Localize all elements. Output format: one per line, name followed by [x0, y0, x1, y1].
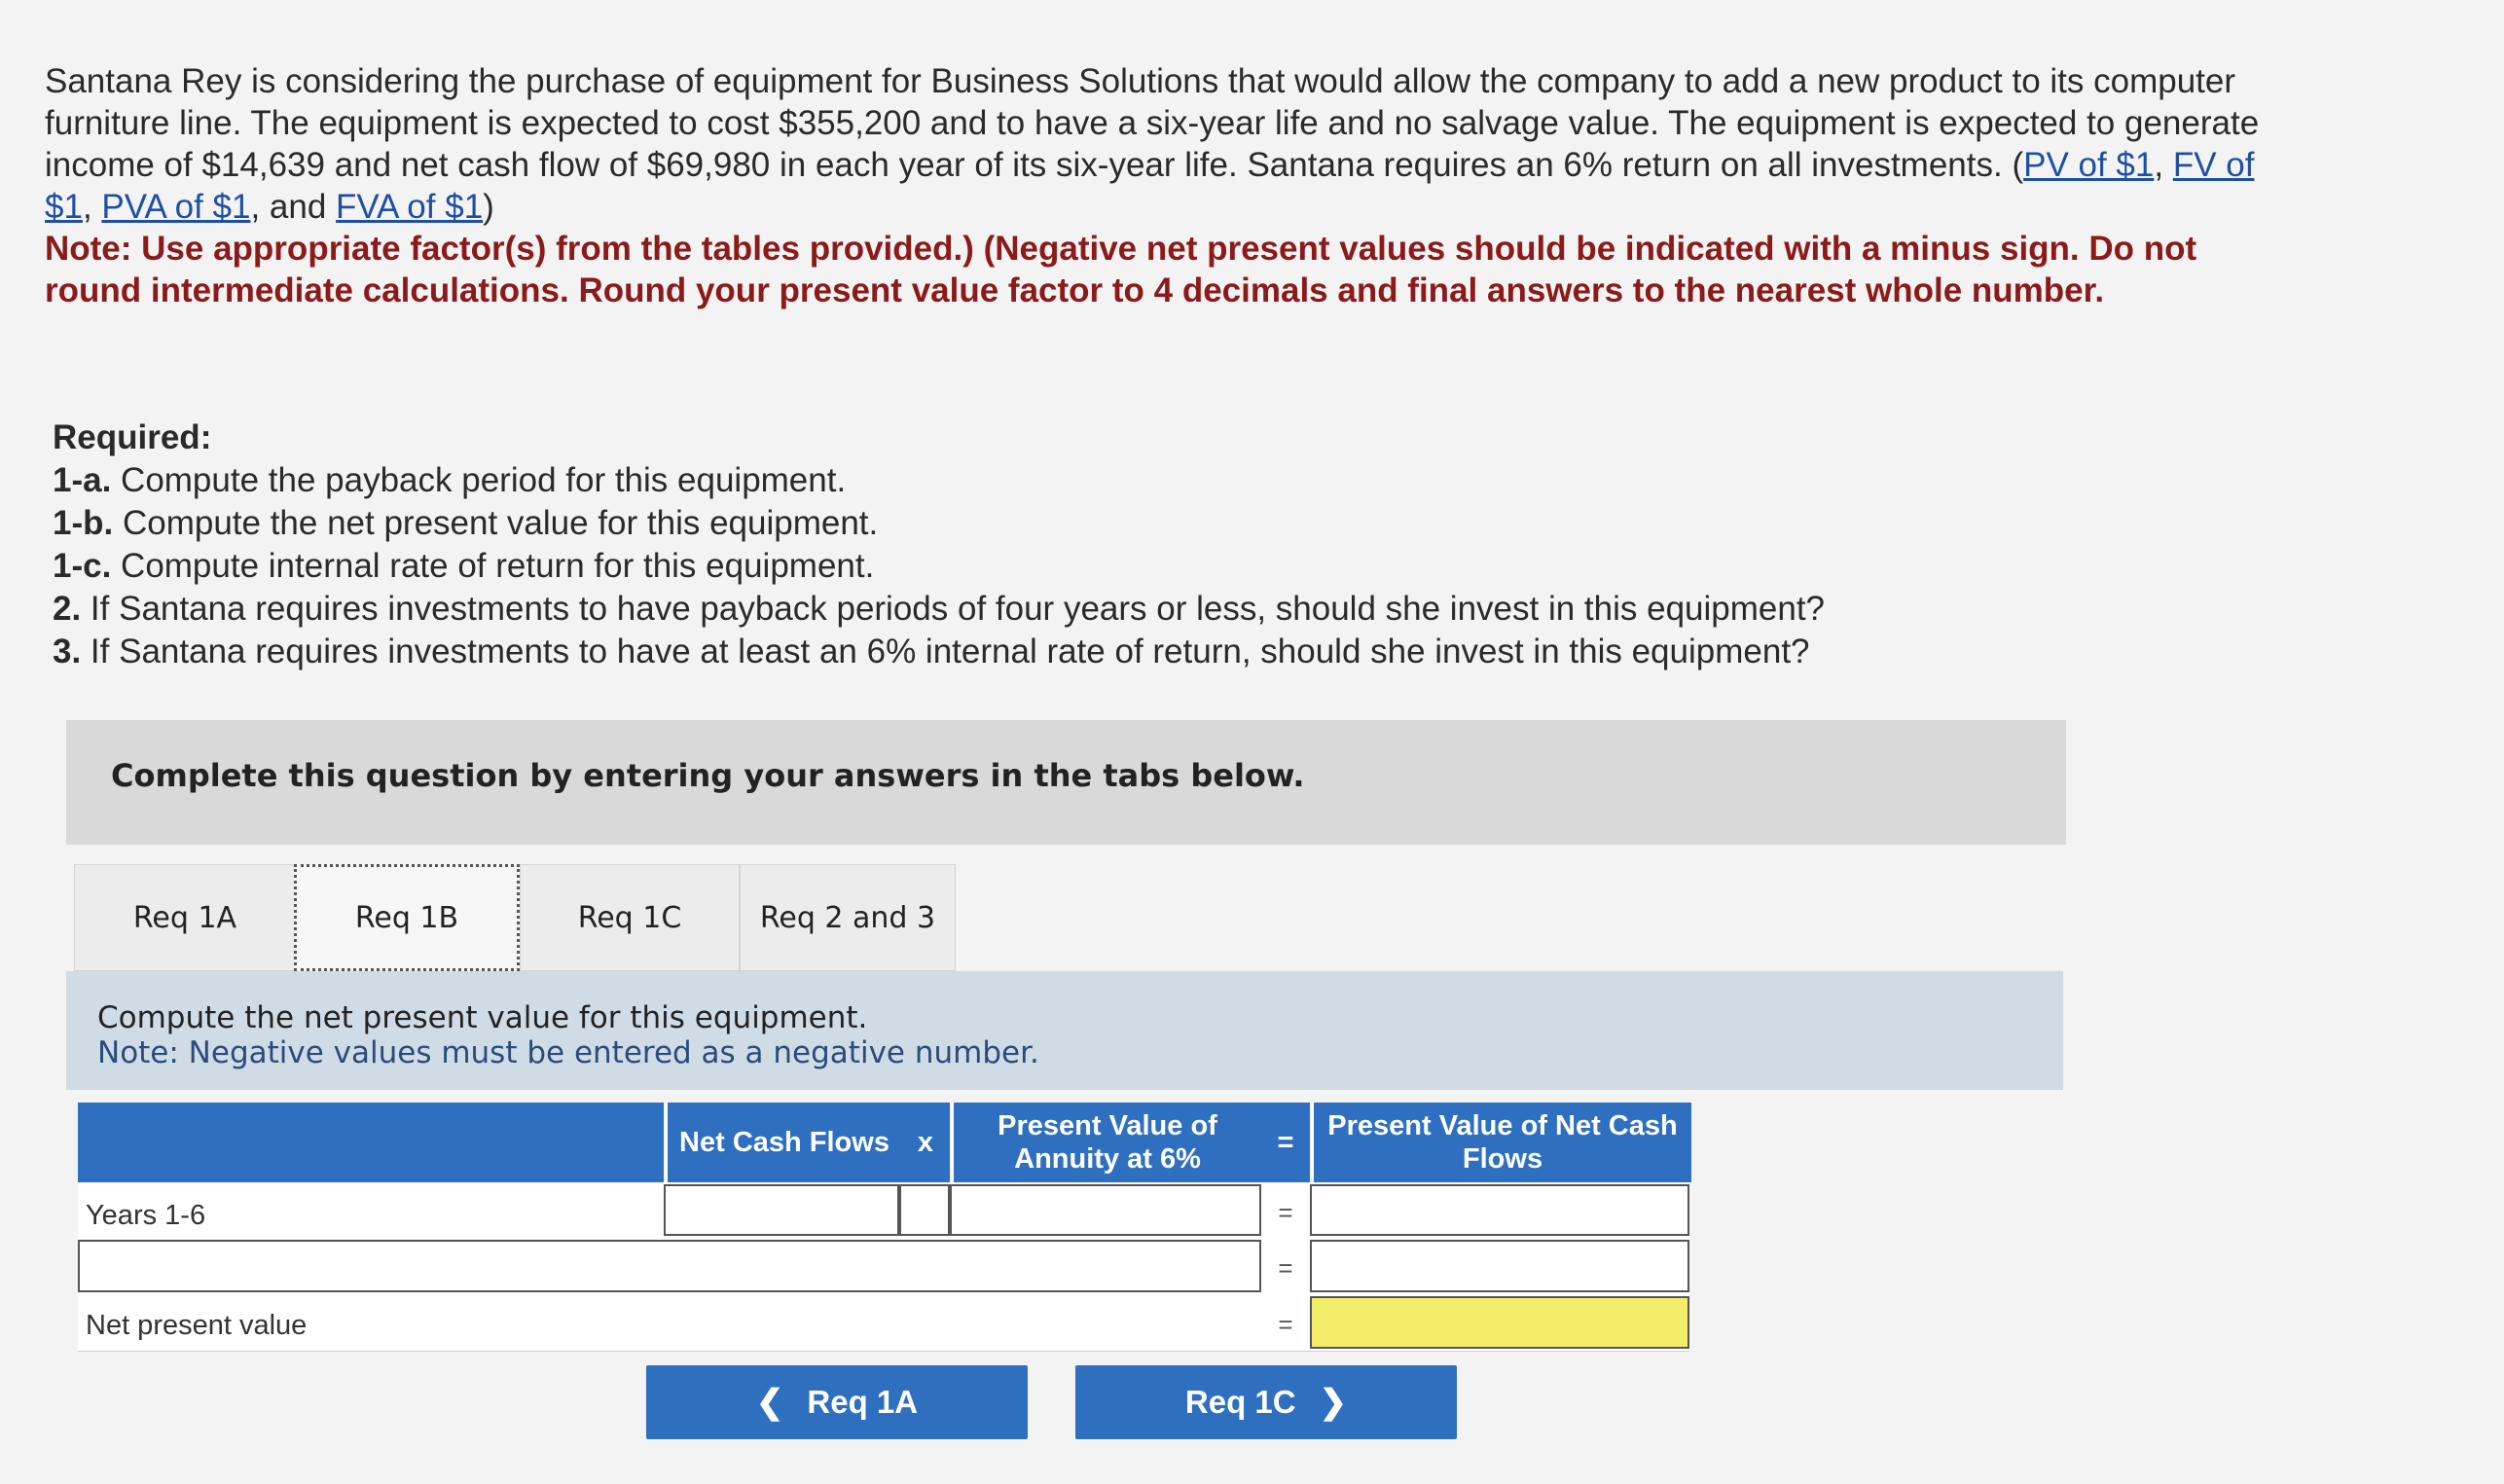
fva-table-link[interactable]: FVA of $1 [336, 188, 484, 226]
tab-req-1a[interactable] [74, 864, 296, 971]
required-item-3 [53, 631, 1825, 673]
item-number: 1-a. [53, 461, 112, 499]
row-label-years: Years 1-6 [86, 1200, 206, 1231]
item-number: 1-c. [53, 547, 112, 585]
problem-statement [45, 60, 2283, 311]
header-label: = [1277, 1127, 1294, 1158]
prev-req-1a-button[interactable] [646, 1365, 1028, 1439]
tab-req-2-and-3[interactable] [740, 864, 956, 971]
separator: , and [250, 188, 337, 226]
item-number: 2. [53, 590, 82, 628]
tab-label: Req 1B [354, 900, 459, 935]
button-label: Req 1A [807, 1384, 919, 1420]
tab-req-1b[interactable] [294, 864, 520, 971]
pv-table-link[interactable]: PV of $1 [2023, 146, 2155, 184]
tab-req-1c[interactable] [520, 864, 740, 971]
item-number: 1-b. [53, 504, 114, 542]
item-text: If Santana requires investments to have at least an 6% internal rate of return, should she invest in this equipment? [81, 633, 1810, 670]
pv-row1-input[interactable] [1310, 1184, 1689, 1236]
row2-label-input[interactable] [78, 1240, 1261, 1292]
header-label: x [917, 1127, 934, 1158]
equals-sign: = [1278, 1253, 1293, 1283]
required-item-2 [53, 588, 1825, 631]
item-number: 3. [53, 633, 82, 670]
problem-text: Santana Rey is considering the purchase of equipment for Business Solutions that would allow the company to add a new product to its computer furniture line. The equipment is expected to cost $355,200 and to have a six-year life and no salvage value. The equipment is expected to generate income of $14,639 and net cash flow of $69,980 in each year of its six-year life. Santana requires an 6% return on all investments. ( [45, 62, 2260, 184]
chevron-right-icon: ❯ [1319, 1384, 1348, 1421]
pv-row2-input[interactable] [1310, 1240, 1689, 1292]
item-text: Compute internal rate of return for this equipment. [111, 547, 875, 585]
header-label: Present Value of Annuity at 6% [998, 1110, 1217, 1175]
header-label: Net Cash Flows [679, 1127, 889, 1158]
net-present-value-input[interactable] [1310, 1296, 1689, 1349]
problem-note: Note: Use appropriate factor(s) from the tables provided.) (Negative net present values should be indicated with a minus sign. Do not round intermediate calculations. Round your present value factor to 4 decimals and final answers to the nearest whole number. [45, 230, 2197, 309]
tab-label: Req 1A [132, 900, 237, 935]
prompt-text: Compute the net present value for this equipment. [97, 1000, 868, 1035]
header-pv-annuity [952, 1103, 1261, 1182]
tab-label: Req 1C [577, 900, 682, 935]
fv-table-link[interactable]: FV of $1 [45, 146, 2255, 226]
question-prompt [66, 971, 2063, 1090]
instructions-banner [66, 720, 2066, 845]
next-req-1c-button[interactable] [1075, 1365, 1457, 1439]
chevron-left-icon: ❮ [755, 1384, 784, 1421]
header-net-cash-flows [666, 1103, 901, 1182]
tab-label: Req 2 and 3 [759, 900, 936, 935]
separator: , [2154, 146, 2173, 184]
required-item-1c [53, 545, 1825, 588]
header-pv-net-cash-flows [1312, 1103, 1691, 1182]
separator: , [82, 188, 102, 226]
required-item-1b [53, 502, 1825, 545]
paren-close: ) [483, 188, 494, 226]
prompt-note: Note: Negative values must be entered as a negative number. [97, 1035, 1039, 1070]
row-label-npv: Net present value [86, 1310, 308, 1341]
item-text: Compute the net present value for this equipment. [113, 504, 879, 542]
banner-text: Complete this question by entering your answers in the tabs below. [111, 757, 1305, 794]
pv-annuity-factor-input[interactable] [950, 1184, 1261, 1236]
header-equals [1261, 1103, 1310, 1182]
npv-table [78, 1103, 1689, 1351]
item-text: Compute the payback period for this equipment. [111, 461, 847, 499]
header-multiply [901, 1103, 950, 1182]
required-list [53, 416, 1825, 673]
pva-table-link[interactable]: PVA of $1 [101, 188, 251, 226]
net-cash-flow-input[interactable] [664, 1184, 899, 1236]
required-heading: Required: [53, 418, 212, 456]
button-label: Req 1C [1184, 1384, 1296, 1420]
item-text: If Santana requires investments to have payback periods of four years or less, should she invest in this equipment? [81, 590, 1826, 628]
required-item-1a [53, 459, 1825, 502]
multiply-blank-input[interactable] [899, 1184, 950, 1236]
equals-sign: = [1278, 1198, 1293, 1227]
equals-sign: = [1278, 1310, 1293, 1339]
header-label: Present Value of Net Cash Flows [1327, 1110, 1678, 1175]
header-blank [78, 1103, 664, 1182]
